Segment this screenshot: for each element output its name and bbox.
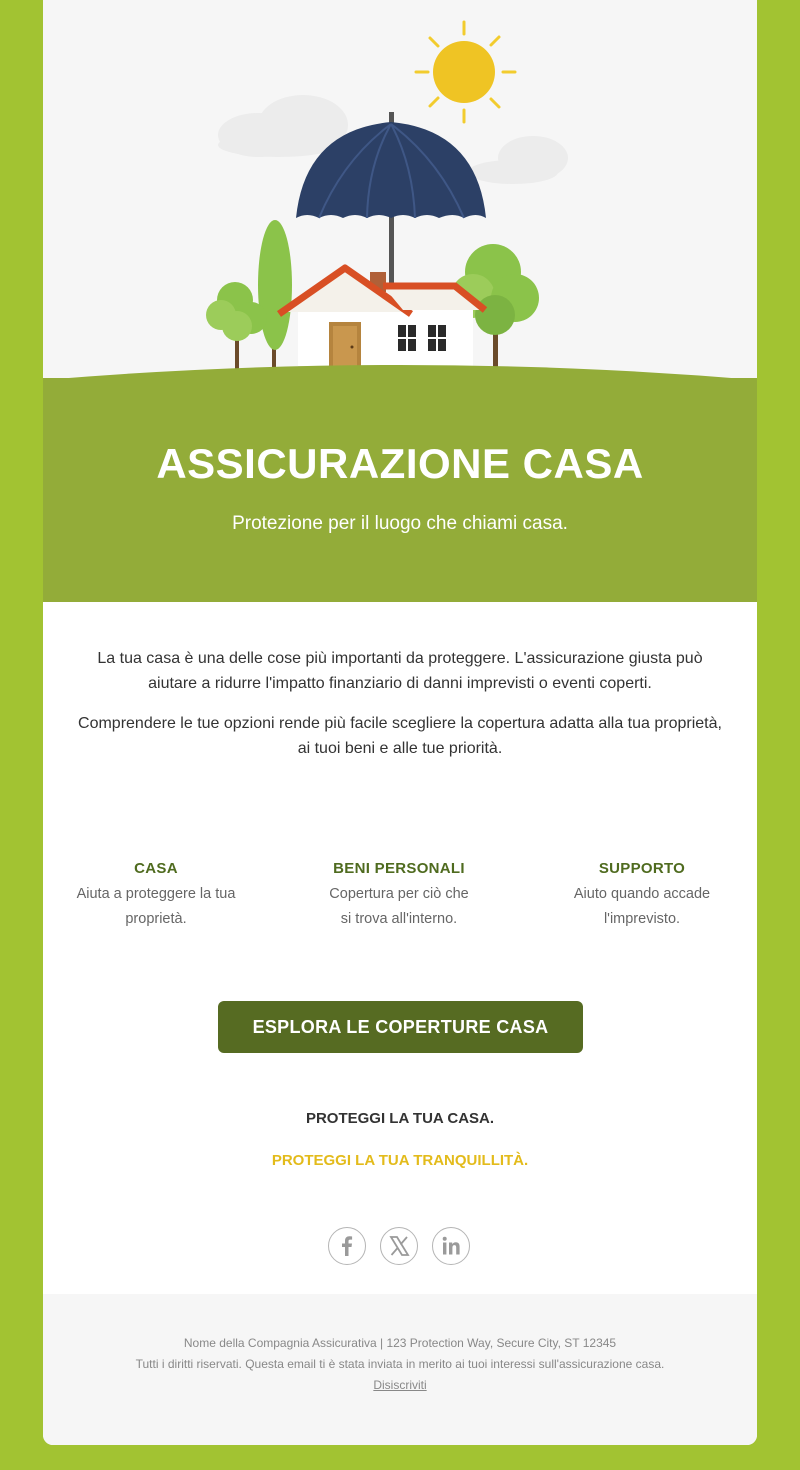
email-card bbox=[43, 0, 757, 1445]
intro-paragraph-2: Comprendere le tue opzioni rende più facile scegliere la copertura adatta alla tua proprietà, ai tuoi beni e alle tue priorità. bbox=[78, 715, 722, 757]
footer-rights: Tutti i diritti riservati. Questa email ti è stata inviata in merito ai tuoi interessi sull'assicurazione casa. bbox=[135, 1357, 665, 1371]
x-icon[interactable] bbox=[380, 1227, 418, 1265]
hero-band bbox=[43, 378, 757, 602]
hero-section bbox=[43, 0, 757, 602]
feature-title: CASA bbox=[134, 860, 178, 877]
intro-section bbox=[73, 646, 727, 776]
feature-beni-personali bbox=[299, 860, 499, 932]
explore-coverage-button[interactable]: ESPLORA LE COPERTURE CASA bbox=[218, 1001, 583, 1053]
footer bbox=[43, 1294, 757, 1445]
feature-title: SUPPORTO bbox=[598, 860, 686, 877]
feature-description-line: proprietà. bbox=[125, 911, 187, 927]
feature-description-line: si trova all'interno. bbox=[340, 911, 458, 927]
feature-casa bbox=[56, 860, 256, 932]
feature-description-line: Copertura per ciò che bbox=[329, 886, 469, 902]
social-links bbox=[328, 1227, 472, 1265]
footer-address: Nome della Compagnia Assicurativa | 123 Protection Way, Secure City, ST 12345 bbox=[183, 1336, 617, 1350]
unsubscribe-link[interactable]: Disiscriviti bbox=[373, 1378, 427, 1392]
feature-description-line: Aiuta a proteggere la tua bbox=[76, 886, 236, 902]
house-umbrella-illustration bbox=[43, 0, 757, 390]
linkedin-icon[interactable] bbox=[432, 1227, 470, 1265]
feature-supporto bbox=[542, 860, 742, 932]
tagline-protect-home: PROTEGGI LA TUA CASA. bbox=[305, 1110, 495, 1127]
feature-description-line: Aiuto quando accade bbox=[573, 886, 711, 902]
tagline-peace-of-mind: PROTEGGI LA TUA TRANQUILLITÀ. bbox=[271, 1152, 529, 1169]
intro-paragraph-1: La tua casa è una delle cose più importanti da proteggere. L'assicurazione giusta può aiutare a ridurre l'impatto finanziario di danni imprevisti o eventi coperti. bbox=[97, 650, 703, 692]
facebook-icon[interactable] bbox=[328, 1227, 366, 1265]
feature-title: BENI PERSONALI bbox=[333, 860, 465, 877]
hero-subtitle: Protezione per il luogo che chiami casa. bbox=[232, 513, 568, 534]
hero-title: ASSICURAZIONE CASA bbox=[156, 440, 644, 487]
footer-unsubscribe-row bbox=[43, 1378, 757, 1392]
feature-description-line: l'imprevisto. bbox=[603, 911, 681, 927]
